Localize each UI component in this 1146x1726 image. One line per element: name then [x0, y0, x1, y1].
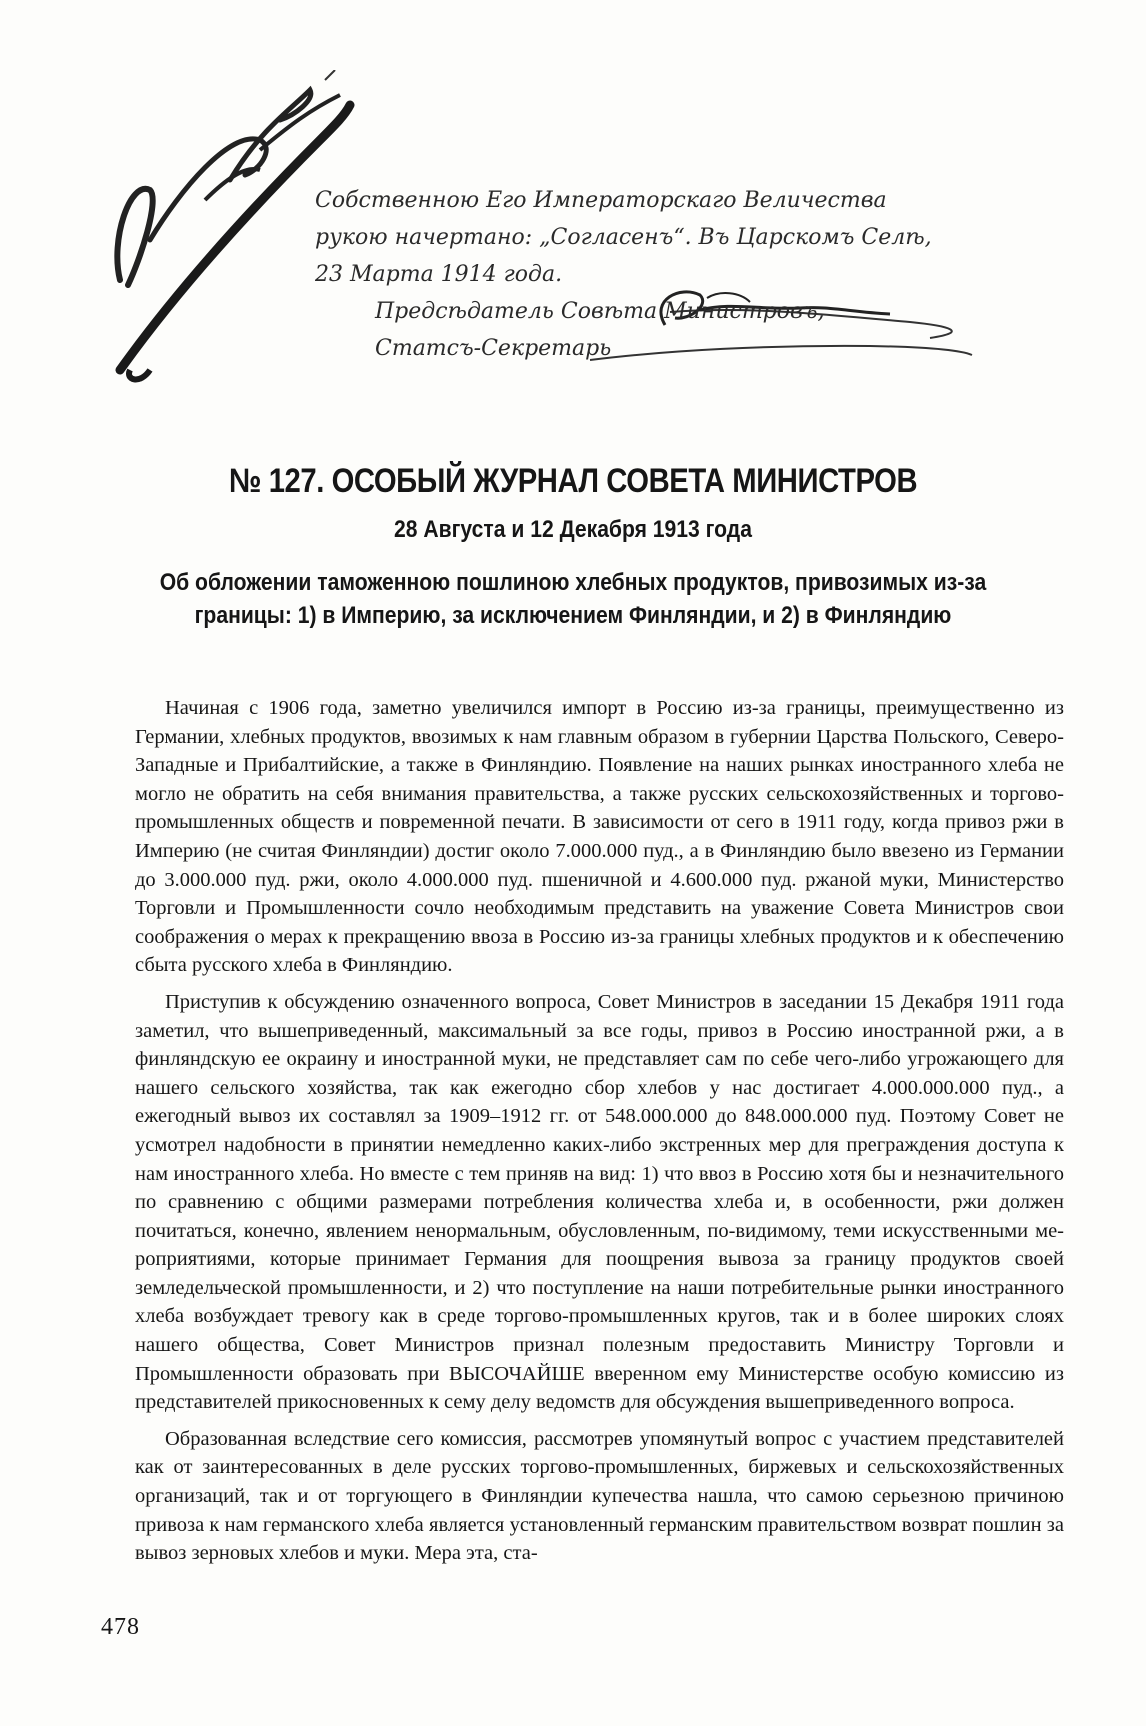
paragraph: Образованная вследствие сего комиссия, рассмотрев упомянутый вопрос с участием представителей как от заинтересованных в деле русских торгово-промышленных, биржевых и сельскохозяйственных организаций, так и от торгующего в Финляндии купечества нашла, что самою серьезною причиною привоза к нам германского хлеба является установленный германским правительством возврат пошлин за вывоз зерновых хлебов и муки. Мера эта, ста- [135, 1427, 1064, 1565]
note-line: рукою начертано: „Согласенъ“. Въ Царскомъ Селѣ, [315, 225, 932, 250]
body-text [135, 694, 1064, 1576]
paragraph: Начиная с 1906 года, заметно увеличился импорт в Россию из-за границы, преимущественно из Германии, хлебных продуктов, ввозимых к нам главным образом в губернии Царства Польского, Северо-Западные и Прибалтийские, а также в Финляндию. Появление на наших рынках иностранного хлеба не могло не обратить на себя внимания правительства, а также русских сельскохозяйственных и торгово-промышленных обществ и повременной печати. В зависимости от сего в 1911 году, когда привоз ржи в Империю (не считая Финляндии) достиг около 7.000.000 пуд., а в Финляндию было ввезено из Германии до 3.000.000 пуд. ржи, около 4.000.000 пуд. пшеничной и 4.600.000 пуд. ржаной муки, Министерство Торговли и Промышленности сочло необходимым представить на уважение Совета Министров свои соображения о мерах к прекращению ввоза в Россию из-за границы хлебных продуктов и к обеспечению сбыта русского хлеба в Финляндию. [135, 697, 1064, 977]
journal-subject: Об обложении таможенною пошлиною хлебных продуктов, привозимых из-за границы: 1) в Империю, за исключением Финляндии, и 2) в Финляндию [159, 569, 987, 629]
note-line: 23 Марта 1914 года. [315, 262, 563, 287]
handwritten-resolution [110, 70, 1070, 440]
note-line: Собственною Его Императорскаго Величества [315, 188, 887, 213]
paragraph: Приступив к обсуждению означенного вопроса, Совет Министров в заседании 15 Декабря 1911 года заметил, что вышеприведенный, максимальный за все годы, привоз в Россию иностранной ржи, а в финляндскую ее окраину и иностранной муки, не представляет сам по себе чего-либо угрожающего для нашего сельского хозяйства, так как ежегодно сбор хлебов у нас достигает 4.000.000.000 пуд., а ежегодный вывоз их составлял за 1909–1912 гг. от 548.000.000 до 848.000.000 пуд. Поэтому Совет не усмотрел надобности в принятии немедленно каких-либо экстренных мер для преграждения доступа к нам иностранного хлеба. Но вместе с тем приняв на вид: 1) что ввоз в Россию хотя бы и незначительного по сравнению с общими размерами потребления количества хлеба и, в особенности, ржи должен почитаться, конечно, явлением ненормальным, обусловленным, по-видимому, теми искусственными мероприятиями, которые принимает Германия для поощрения вывоза за границу продуктов своей земледельческой промышленности, и 2) что поступление на наши потребительные рынки иностранного хлеба возбуждает тревогу как в среде торгово-промышленных кругов, так и в более широких слоях нашего общества, Совет Министров признал полезным предоставить Министру Торговли и Промышленности образовать при ВЫСОЧАЙШЕ вверенном ему Министерстве особую комиссию из представителей прикосновенных к сему делу ведомств для обсуждения вышеприведенного вопроса. [135, 990, 1064, 1414]
handwritten-note [315, 182, 1035, 367]
page-number: 478 [101, 1614, 140, 1640]
journal-title: № 127. ОСОБЫЙ ЖУРНАЛ СОВЕТА МИНИСТРОВ [228, 462, 918, 500]
note-line: Статсъ-Секретарь [375, 336, 612, 361]
journal-date: 28 Августа и 12 Декабря 1913 года [394, 516, 752, 543]
note-line: Предсѣдатель Совѣта Министровъ, [375, 299, 825, 324]
